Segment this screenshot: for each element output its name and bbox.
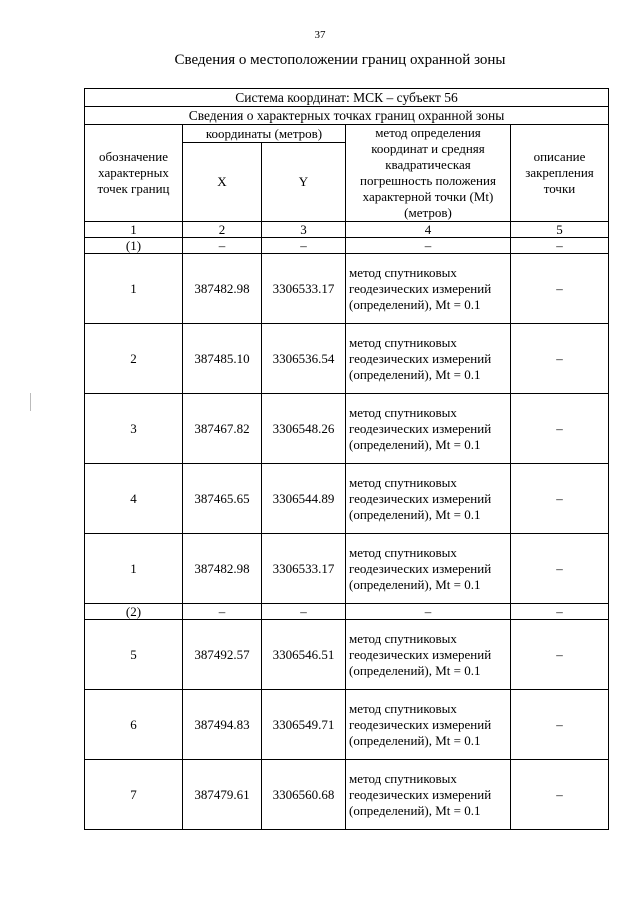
coordinate-system-label: Система координат: МСК – субъект 56 bbox=[85, 89, 609, 107]
group-row bbox=[85, 604, 609, 620]
point-id: 5 bbox=[85, 620, 183, 690]
point-id: 2 bbox=[85, 324, 183, 394]
coord-y: 3306548.26 bbox=[262, 394, 346, 464]
col-number-4: 4 bbox=[346, 222, 511, 238]
dash-cell: – bbox=[346, 238, 511, 254]
description-cell: – bbox=[511, 760, 609, 830]
header-y: Y bbox=[262, 143, 346, 222]
description-cell: – bbox=[511, 464, 609, 534]
group-label: (1) bbox=[85, 238, 183, 254]
point-id: 1 bbox=[85, 254, 183, 324]
header-point-designation: обозначение характерных точек границ bbox=[85, 125, 183, 222]
header-method: метод определения координат и средняя квадратическая погрешность положения характерной точки (Mt) (метров) bbox=[346, 125, 511, 222]
header-coordinates: координаты (метров) bbox=[183, 125, 346, 143]
method-cell: метод спутниковых геодезических измерений (определений), Mt = 0.1 bbox=[346, 690, 511, 760]
coord-y: 3306536.54 bbox=[262, 324, 346, 394]
description-cell: – bbox=[511, 620, 609, 690]
coord-x: 387479.61 bbox=[183, 760, 262, 830]
description-cell: – bbox=[511, 534, 609, 604]
method-cell: метод спутниковых геодезических измерений (определений), Mt = 0.1 bbox=[346, 620, 511, 690]
coord-x: 387465.65 bbox=[183, 464, 262, 534]
dash-cell: – bbox=[511, 238, 609, 254]
dash-cell: – bbox=[346, 604, 511, 620]
page-number: 37 bbox=[314, 29, 326, 41]
method-cell: метод спутниковых геодезических измерений (определений), Mt = 0.1 bbox=[346, 324, 511, 394]
coord-y: 3306546.51 bbox=[262, 620, 346, 690]
description-cell: – bbox=[511, 394, 609, 464]
table-row bbox=[85, 254, 609, 324]
method-cell: метод спутниковых геодезических измерений (определений), Mt = 0.1 bbox=[346, 760, 511, 830]
table-row bbox=[85, 690, 609, 760]
point-id: 4 bbox=[85, 464, 183, 534]
dash-cell: – bbox=[262, 238, 346, 254]
coord-y: 3306533.17 bbox=[262, 254, 346, 324]
method-cell: метод спутниковых геодезических измерений (определений), Mt = 0.1 bbox=[346, 534, 511, 604]
boundary-points-table bbox=[84, 88, 609, 830]
method-cell: метод спутниковых геодезических измерений (определений), Mt = 0.1 bbox=[346, 394, 511, 464]
header-description: описание закрепления точки bbox=[511, 125, 609, 222]
coord-y: 3306544.89 bbox=[262, 464, 346, 534]
coord-x: 387467.82 bbox=[183, 394, 262, 464]
col-number-5: 5 bbox=[511, 222, 609, 238]
table-row bbox=[85, 534, 609, 604]
table-row bbox=[85, 394, 609, 464]
point-id: 6 bbox=[85, 690, 183, 760]
document-title: Сведения о местоположении границ охранной зоны bbox=[174, 52, 506, 68]
coord-x: 387482.98 bbox=[183, 534, 262, 604]
coord-x: 387485.10 bbox=[183, 324, 262, 394]
table-row bbox=[85, 620, 609, 690]
section-label: Сведения о характерных точках границ охранной зоны bbox=[85, 107, 609, 125]
table-row bbox=[85, 324, 609, 394]
description-cell: – bbox=[511, 254, 609, 324]
description-cell: – bbox=[511, 690, 609, 760]
coord-y: 3306549.71 bbox=[262, 690, 346, 760]
dash-cell: – bbox=[183, 604, 262, 620]
method-cell: метод спутниковых геодезических измерений (определений), Mt = 0.1 bbox=[346, 464, 511, 534]
margin-mark bbox=[30, 393, 31, 411]
header-x: X bbox=[183, 143, 262, 222]
table-row bbox=[85, 760, 609, 830]
table-row bbox=[85, 464, 609, 534]
group-label: (2) bbox=[85, 604, 183, 620]
method-cell: метод спутниковых геодезических измерений (определений), Mt = 0.1 bbox=[346, 254, 511, 324]
col-number-1: 1 bbox=[85, 222, 183, 238]
dash-cell: – bbox=[511, 604, 609, 620]
coord-x: 387482.98 bbox=[183, 254, 262, 324]
col-number-2: 2 bbox=[183, 222, 262, 238]
point-id: 7 bbox=[85, 760, 183, 830]
dash-cell: – bbox=[183, 238, 262, 254]
point-id: 3 bbox=[85, 394, 183, 464]
group-row bbox=[85, 238, 609, 254]
coord-y: 3306560.68 bbox=[262, 760, 346, 830]
point-id: 1 bbox=[85, 534, 183, 604]
col-number-3: 3 bbox=[262, 222, 346, 238]
coord-x: 387492.57 bbox=[183, 620, 262, 690]
coord-x: 387494.83 bbox=[183, 690, 262, 760]
dash-cell: – bbox=[262, 604, 346, 620]
coord-y: 3306533.17 bbox=[262, 534, 346, 604]
description-cell: – bbox=[511, 324, 609, 394]
